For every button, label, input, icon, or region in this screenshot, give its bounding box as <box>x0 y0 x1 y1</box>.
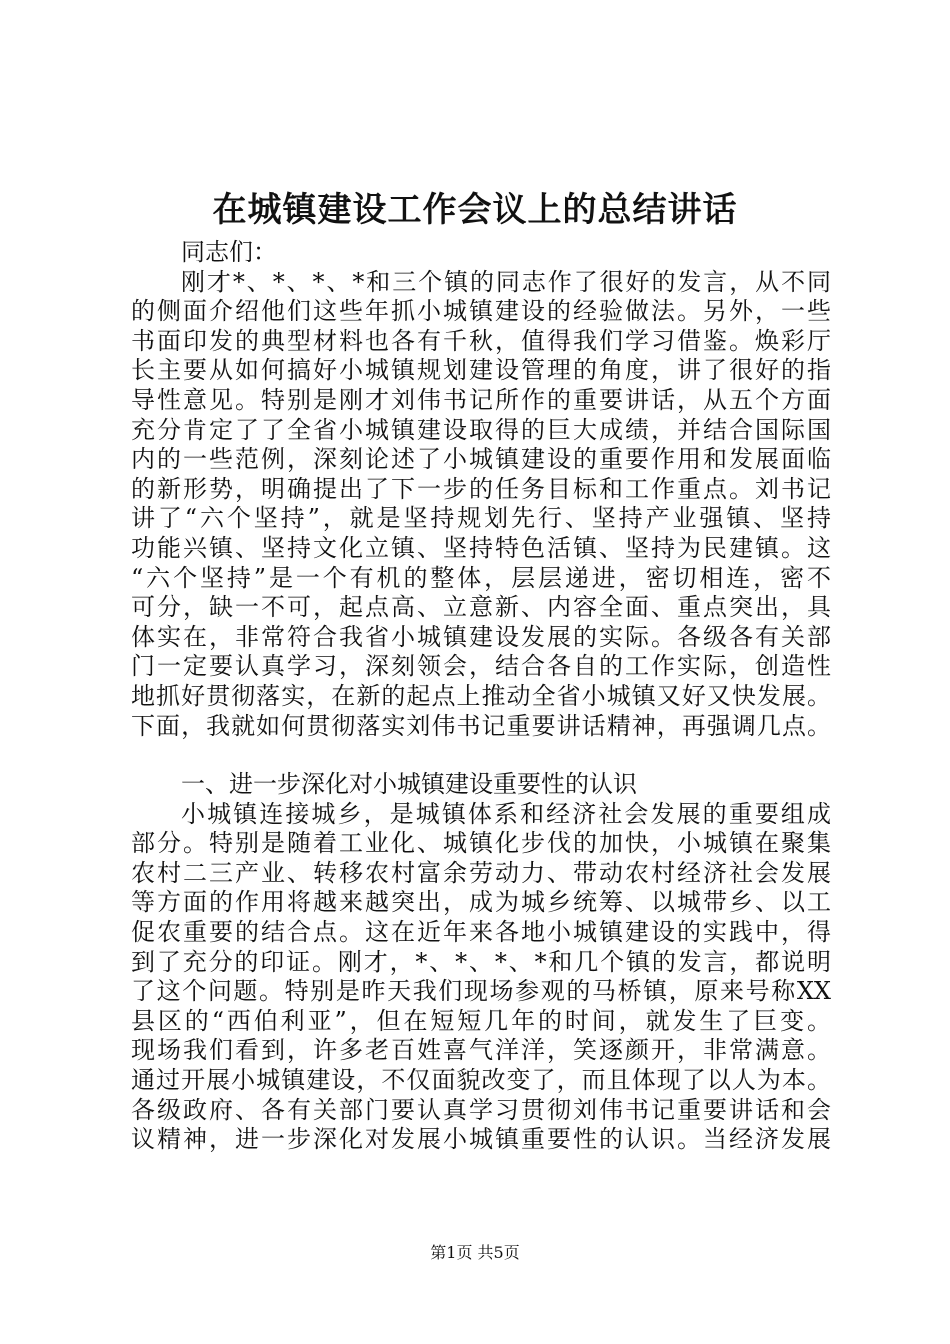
document-body <box>131 238 831 1155</box>
section-heading: 一、进一步深化对小城镇建设重要性的认识 <box>181 770 637 799</box>
paragraph-line: 现场我们看到，许多老百姓喜气洋洋，笑逐颜开，非常满意。 <box>131 1036 831 1065</box>
paragraph-line: 功能兴镇、坚持文化立镇、坚持特色活镇、坚持为民建镇。这 <box>131 533 831 562</box>
paragraph-line: 通过开展小城镇建设，不仅面貌改变了，而且体现了以人为本。 <box>131 1066 831 1095</box>
paragraph-line: 等方面的作用将越来越突出，成为城乡统筹、以城带乡、以工 <box>131 888 831 917</box>
paragraph-line: 刚才*、*、*、*和三个镇的同志作了很好的发言，从不同 <box>181 267 831 296</box>
paragraph-line: 议精神，进一步深化对发展小城镇重要性的认识。当经济发展 <box>131 1125 831 1154</box>
document-title: 在城镇建设工作会议上的总结讲话 <box>212 190 738 230</box>
paragraph-line: 下面，我就如何贯彻落实刘伟书记重要讲话精神，再强调几点。 <box>131 711 831 740</box>
paragraph-line: 内的一些范例，深刻论述了小城镇建设的重要作用和发展面临 <box>131 445 831 474</box>
salutation: 同志们： <box>181 238 277 266</box>
paragraph-line: 长主要从如何搞好小城镇规划建设管理的角度，讲了很好的指 <box>131 356 831 385</box>
paragraph-line: 门一定要认真学习，深刻领会，结合各自的工作实际，创造性 <box>131 652 831 681</box>
paragraph-line: 了这个问题。特别是昨天我们现场参观的马桥镇，原来号称XX <box>131 977 831 1006</box>
paragraph-line: 可分，缺一不可，起点高、立意新、内容全面、重点突出，具 <box>131 593 831 622</box>
paragraph-line: 讲了“六个坚持”，就是坚持规划先行、坚持产业强镇、坚持 <box>131 504 831 533</box>
paragraph-line: 小城镇连接城乡，是城镇体系和经济社会发展的重要组成 <box>181 799 831 828</box>
paragraph-1 <box>131 268 831 742</box>
paragraph-line: 地抓好贯彻落实，在新的起点上推动全省小城镇又好又快发展。 <box>131 681 831 710</box>
paragraph-line: 各级政府、各有关部门要认真学习贯彻刘伟书记重要讲话和会 <box>131 1095 831 1124</box>
paragraph-line: 县区的“西伯利亚”，但在短短几年的时间，就发生了巨变。 <box>131 1006 831 1035</box>
paragraph-line: 农村二三产业、转移农村富余劳动力、带动农村经济社会发展 <box>131 858 831 887</box>
paragraph-line: “六个坚持”是一个有机的整体，层层递进，密切相连，密不 <box>131 563 831 592</box>
paragraph-line: 的新形势，明确提出了下一步的任务目标和工作重点。刘书记 <box>131 474 831 503</box>
paragraph-line: 部分。特别是随着工业化、城镇化步伐的加快，小城镇在聚集 <box>131 829 831 858</box>
paragraph-2 <box>131 800 831 1155</box>
paragraph-line: 的侧面介绍他们这些年抓小城镇建设的经验做法。另外，一些 <box>131 297 831 326</box>
paragraph-line: 体实在，非常符合我省小城镇建设发展的实际。各级各有关部 <box>131 622 831 651</box>
paragraph-line: 导性意见。特别是刚才刘伟书记所作的重要讲话，从五个方面 <box>131 385 831 414</box>
paragraph-line: 促农重要的结合点。这在近年来各地小城镇建设的实践中，得 <box>131 918 831 947</box>
page-footer: 第1页 共5页 <box>430 1243 520 1262</box>
paragraph-line: 书面印发的典型材料也各有千秋，值得我们学习借鉴。焕彩厅 <box>131 326 831 355</box>
paragraph-line: 到了充分的印证。刚才，*、*、*、*和几个镇的发言，都说明 <box>131 947 831 976</box>
paragraph-line: 充分肯定了了全省小城镇建设取得的巨大成绩，并结合国际国 <box>131 415 831 444</box>
